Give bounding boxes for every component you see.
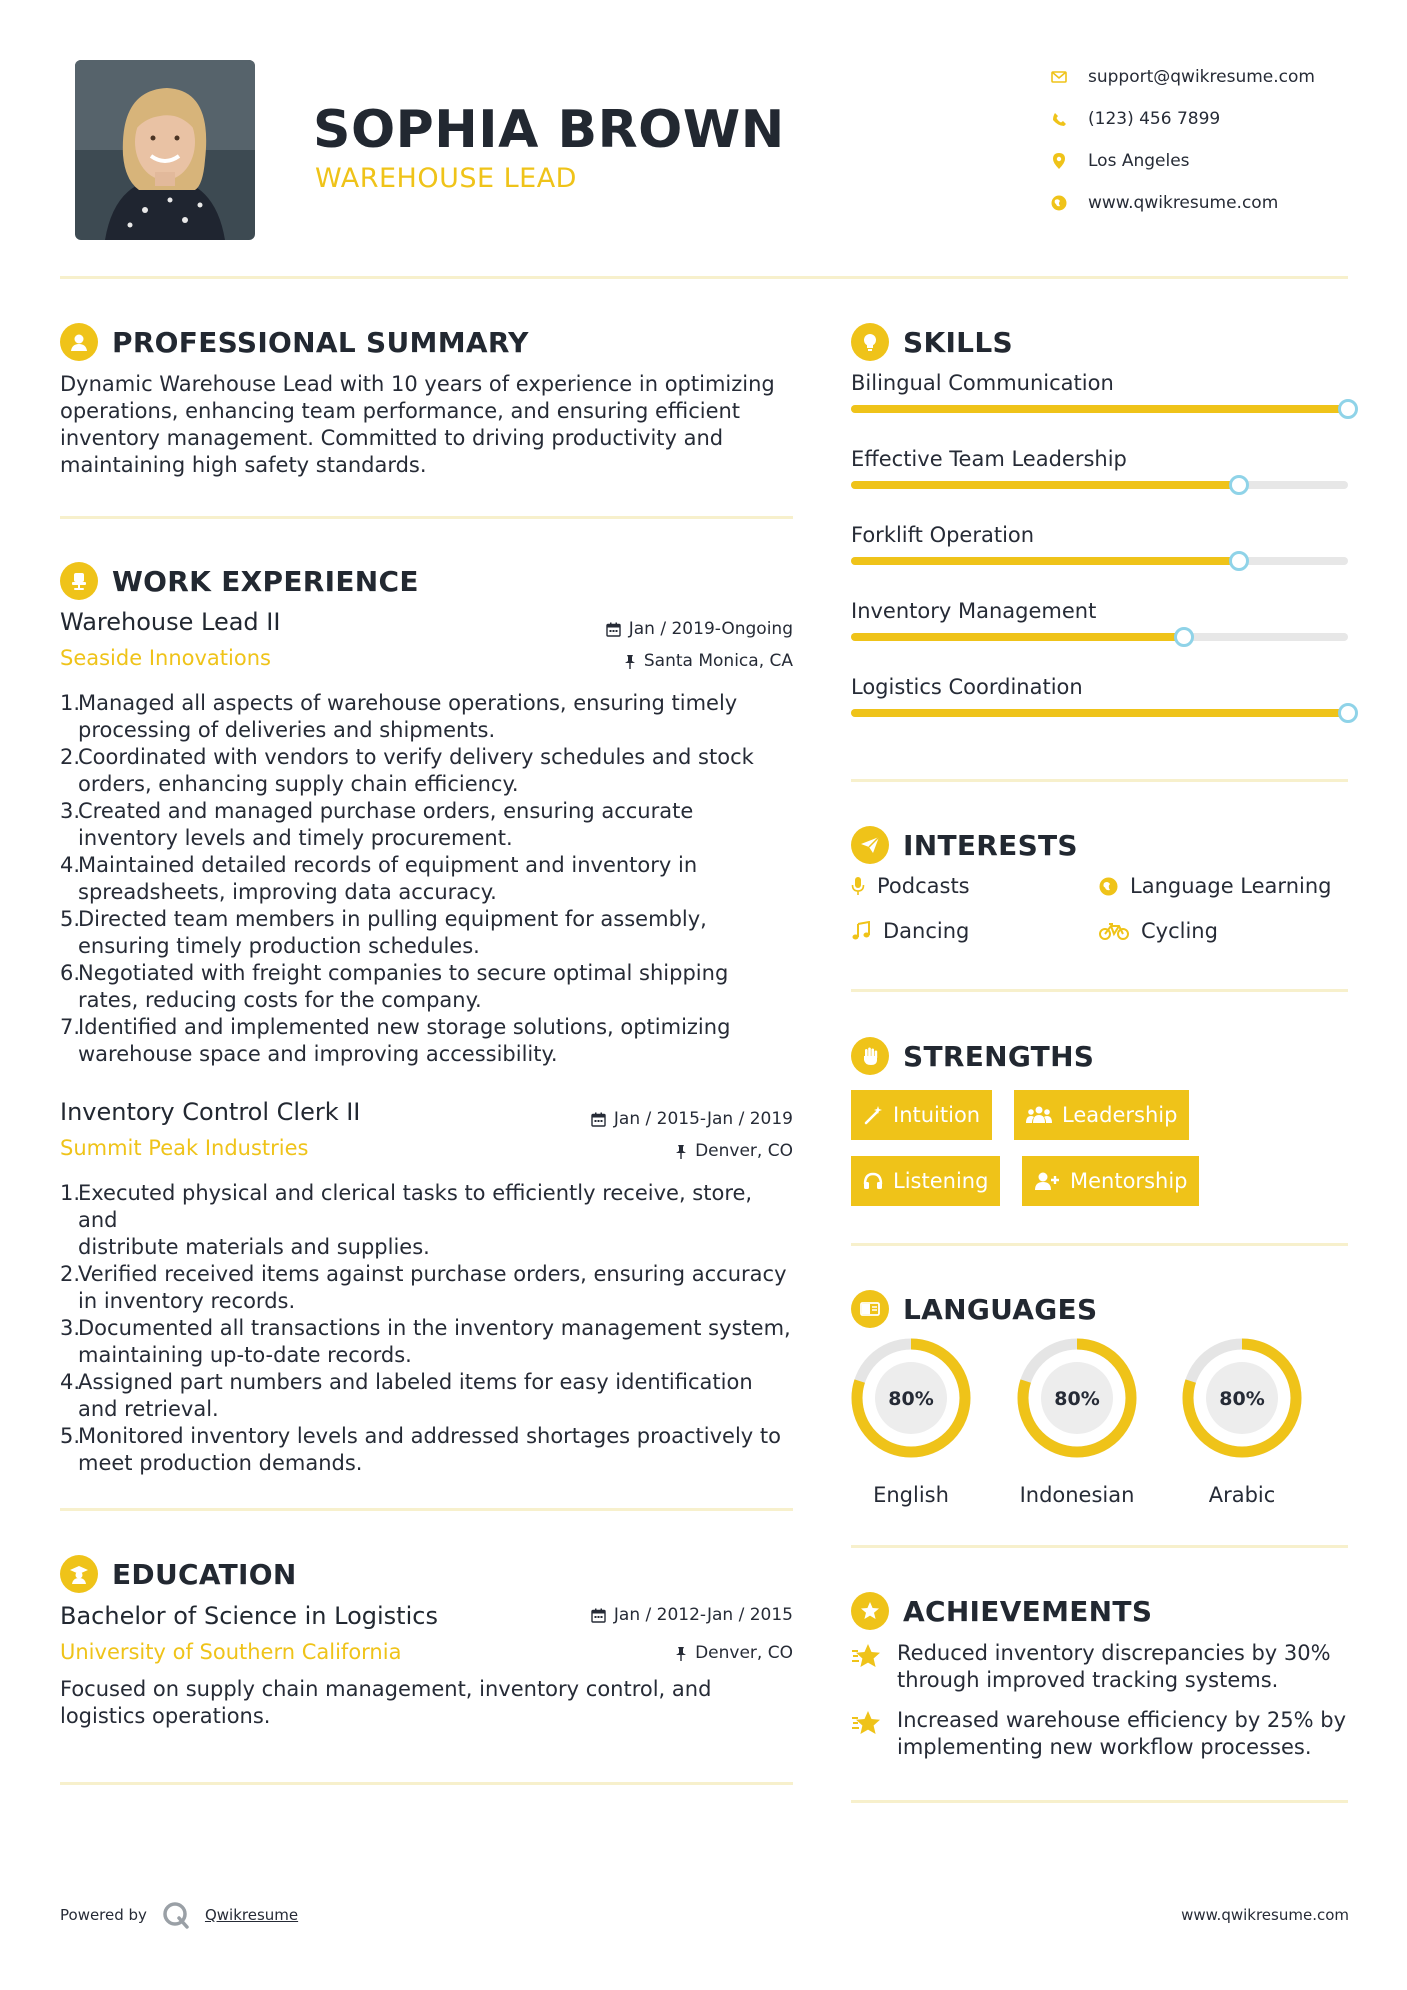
summary-text (60, 371, 793, 479)
degree-title: Bachelor of Science in Logistics (60, 1602, 438, 1630)
job-bullet: 7.Identified and implemented new storage solutions, optimizing warehouse space and improving accessibility. (60, 1015, 731, 1066)
language-item (848, 1335, 974, 1507)
achievement-line: through improved tracking systems. (897, 1668, 1279, 1692)
education-line: Focused on supply chain management, inventory control, and (60, 1677, 712, 1701)
bicycle-icon (1099, 922, 1129, 941)
languages-title: LANGUAGES (903, 1292, 1098, 1326)
globe-icon (1099, 877, 1118, 896)
achievement-text (897, 1707, 1346, 1761)
contact-phone-text: (123) 456 7899 (1088, 109, 1221, 129)
hand-icon (851, 1037, 889, 1075)
skill-item (851, 371, 1348, 447)
job-dates (606, 619, 793, 639)
strength-chip (1022, 1156, 1199, 1206)
language-percent: 80% (1219, 1388, 1265, 1410)
qwikresume-logo-icon (161, 1900, 191, 1930)
strength-chip (1014, 1090, 1189, 1140)
candidate-name: SOPHIA BROWN (313, 100, 785, 160)
school-name: University of Southern California (60, 1640, 402, 1664)
job-company: Seaside Innovations (60, 646, 271, 670)
skill-name: Inventory Management (851, 599, 1097, 623)
pushpin-icon (675, 1646, 687, 1661)
calendar-icon (606, 622, 621, 637)
job-title: Inventory Control Clerk II (60, 1098, 361, 1126)
skill-bar-knob (1174, 627, 1194, 647)
job-bullet: 2.Coordinated with vendors to verify delivery schedules and stock orders, enhancing supply chain efficiency. (60, 745, 754, 796)
summary-heading (60, 323, 529, 361)
job-location-text: Santa Monica, CA (643, 651, 793, 671)
music-note-icon (851, 921, 871, 941)
job-bullet: 5.Monitored inventory levels and addressed shortages proactively to meet production demands. (60, 1424, 781, 1475)
skill-bar (851, 709, 1348, 717)
strengths-title: STRENGTHS (903, 1039, 1095, 1073)
headphones-icon (863, 1171, 883, 1191)
education-title: EDUCATION (112, 1557, 297, 1591)
star-badge-icon (851, 1592, 889, 1630)
achievement-item (851, 1640, 1348, 1694)
experience-divider (60, 1508, 793, 1511)
summary-divider (60, 516, 793, 519)
skill-bar-knob (1338, 703, 1358, 723)
microphone-icon (851, 876, 865, 896)
contact-email-text: support@qwikresume.com (1088, 67, 1315, 87)
skill-name: Logistics Coordination (851, 675, 1083, 699)
summary-line: inventory management. Committed to driving productivity and (60, 426, 724, 450)
achievement-line: Reduced inventory discrepancies by 30% (897, 1641, 1331, 1665)
achievements-heading (851, 1592, 1152, 1630)
calendar-icon (591, 1112, 606, 1127)
pushpin-icon (624, 654, 636, 669)
job-location-text: Denver, CO (695, 1141, 793, 1161)
education-heading (60, 1555, 297, 1593)
calendar-icon (591, 1608, 606, 1623)
language-percent: 80% (888, 1388, 934, 1410)
contact-website[interactable] (1050, 182, 1380, 224)
job-bullet: 3.Documented all transactions in the inventory management system, maintaining up-to-date records. (60, 1316, 791, 1367)
summary-line: operations, enhancing team performance, and ensuring efficient (60, 399, 741, 423)
interest-label: Language Learning (1130, 874, 1332, 898)
skill-bar-fill (851, 557, 1239, 565)
skill-bar-knob (1338, 399, 1358, 419)
powered-by-text: Powered by (60, 1906, 147, 1924)
job-bullets (60, 690, 793, 1068)
skill-bar-fill (851, 633, 1184, 641)
skill-item (851, 599, 1348, 675)
skill-bar (851, 481, 1348, 489)
skill-bar (851, 557, 1348, 565)
interest-item (851, 874, 970, 898)
skill-bar-fill (851, 481, 1239, 489)
contact-list (1050, 56, 1380, 224)
skill-bar (851, 633, 1348, 641)
languages-divider (851, 1545, 1348, 1548)
job-dates-text: Jan / 2019-Ongoing (628, 619, 793, 639)
lightbulb-icon (851, 323, 889, 361)
skill-name: Forklift Operation (851, 523, 1035, 547)
job-dates (591, 1109, 793, 1129)
globe-icon (1050, 194, 1068, 212)
skill-item (851, 675, 1348, 751)
skill-bar-knob (1229, 475, 1249, 495)
job-bullets (60, 1180, 793, 1477)
skill-item (851, 523, 1348, 599)
phone-icon (1050, 110, 1068, 128)
education-dates (591, 1605, 793, 1625)
interests-divider (851, 989, 1348, 992)
language-name: Arabic (1208, 1483, 1276, 1507)
job-entry (60, 608, 793, 1068)
job-entry (60, 1098, 793, 1475)
achievements-divider (851, 1800, 1348, 1803)
magic-wand-icon (863, 1105, 883, 1125)
contact-phone[interactable] (1050, 98, 1380, 140)
strengths-heading (851, 1037, 1094, 1075)
job-bullet: 6.Negotiated with freight companies to secure optimal shipping rates, reducing costs for the company. (60, 961, 729, 1012)
skills-heading (851, 323, 1013, 361)
map-pin-icon (1050, 152, 1068, 170)
language-icon (851, 1290, 889, 1328)
strength-chip (851, 1156, 1000, 1206)
job-bullet: 1.Managed all aspects of warehouse operations, ensuring timely processing of deliveries and shipments. (60, 691, 738, 742)
strengths-divider (851, 1243, 1348, 1246)
education-description (60, 1676, 793, 1730)
skills-title: SKILLS (903, 325, 1013, 359)
skill-item (851, 447, 1348, 523)
job-location (624, 651, 793, 671)
header-divider (60, 276, 1348, 279)
user-icon (60, 323, 98, 361)
skill-name: Effective Team Leadership (851, 447, 1127, 471)
summary-line: Dynamic Warehouse Lead with 10 years of experience in optimizing (60, 372, 775, 396)
strength-label: Leadership (1062, 1103, 1178, 1127)
chair-icon (60, 562, 98, 600)
contact-email[interactable] (1050, 56, 1380, 98)
interests-title: INTERESTS (903, 828, 1078, 862)
achievement-text (897, 1640, 1331, 1694)
skill-bar (851, 405, 1348, 413)
interests-heading (851, 826, 1078, 864)
pushpin-icon (675, 1144, 687, 1159)
experience-heading (60, 562, 419, 600)
language-name: Indonesian (1019, 1483, 1135, 1507)
summary-line: maintaining high safety standards. (60, 453, 427, 477)
contact-location (1050, 140, 1380, 182)
job-company: Summit Peak Industries (60, 1136, 309, 1160)
language-ring (848, 1335, 974, 1461)
skill-bar-fill (851, 405, 1348, 413)
languages-heading (851, 1290, 1097, 1328)
education-location-text: Denver, CO (695, 1643, 793, 1663)
skill-name: Bilingual Communication (851, 371, 1114, 395)
job-bullet: 4.Assigned part numbers and labeled items for easy identification and retrieval. (60, 1370, 753, 1421)
job-bullet: 1.Executed physical and clerical tasks to efficiently receive, store, and distribute materials and supplies. (60, 1181, 753, 1259)
users-icon (1026, 1105, 1052, 1125)
experience-title: WORK EXPERIENCE (112, 564, 419, 598)
footer-website[interactable]: www.qwikresume.com (1181, 1906, 1349, 1924)
language-name: English (873, 1483, 949, 1507)
strength-label: Intuition (893, 1103, 981, 1127)
skill-bar-knob (1229, 551, 1249, 571)
job-bullet: 5.Directed team members in pulling equipment for assembly, ensuring timely production schedules. (60, 907, 707, 958)
candidate-role: WAREHOUSE LEAD (315, 163, 577, 194)
strength-label: Mentorship (1070, 1169, 1188, 1193)
job-dates-text: Jan / 2015-Jan / 2019 (613, 1109, 793, 1129)
education-location (675, 1643, 793, 1663)
interest-label: Cycling (1141, 919, 1218, 943)
interest-label: Podcasts (877, 874, 970, 898)
job-location (675, 1141, 793, 1161)
job-bullet: 4.Maintained detailed records of equipment and inventory in spreadsheets, improving data accuracy. (60, 853, 698, 904)
user-plus-icon (1034, 1171, 1060, 1191)
star-icon (851, 1642, 883, 1670)
achievement-item (851, 1707, 1348, 1761)
education-dates-text: Jan / 2012-Jan / 2015 (613, 1605, 793, 1625)
language-item (1179, 1335, 1305, 1507)
language-percent: 80% (1054, 1388, 1100, 1410)
contact-location-text: Los Angeles (1088, 151, 1190, 171)
language-ring (1014, 1335, 1140, 1461)
language-item (1014, 1335, 1140, 1507)
footer-powered-by (60, 1900, 298, 1930)
star-icon (851, 1709, 883, 1737)
job-bullet: 2.Verified received items against purchase orders, ensuring accuracy in inventory records. (60, 1262, 787, 1313)
interest-label: Dancing (883, 919, 970, 943)
interest-item (1099, 874, 1331, 898)
contact-website-text: www.qwikresume.com (1088, 193, 1279, 213)
strength-label: Listening (893, 1169, 989, 1193)
interest-item (1099, 919, 1218, 943)
skills-list (851, 371, 1348, 751)
job-title: Warehouse Lead II (60, 608, 281, 636)
achievement-line: implementing new workflow processes. (897, 1735, 1312, 1759)
qwikresume-link[interactable]: Qwikresume (204, 1906, 299, 1924)
envelope-icon (1050, 68, 1068, 86)
education-divider (60, 1782, 793, 1785)
graduate-icon (60, 1555, 98, 1593)
strength-chip (851, 1090, 992, 1140)
skills-divider (851, 779, 1348, 782)
profile-photo (75, 60, 255, 240)
education-entry (60, 1602, 793, 1742)
summary-title: PROFESSIONAL SUMMARY (112, 325, 529, 359)
achievements-title: ACHIEVEMENTS (903, 1594, 1153, 1628)
education-line: logistics operations. (60, 1704, 271, 1728)
skill-bar-fill (851, 709, 1348, 717)
interest-item (851, 919, 969, 943)
language-ring (1179, 1335, 1305, 1461)
job-bullet: 3.Created and managed purchase orders, ensuring accurate inventory levels and timely procurement. (60, 799, 694, 850)
paper-plane-icon (851, 826, 889, 864)
achievement-line: Increased warehouse efficiency by 25% by (897, 1708, 1347, 1732)
